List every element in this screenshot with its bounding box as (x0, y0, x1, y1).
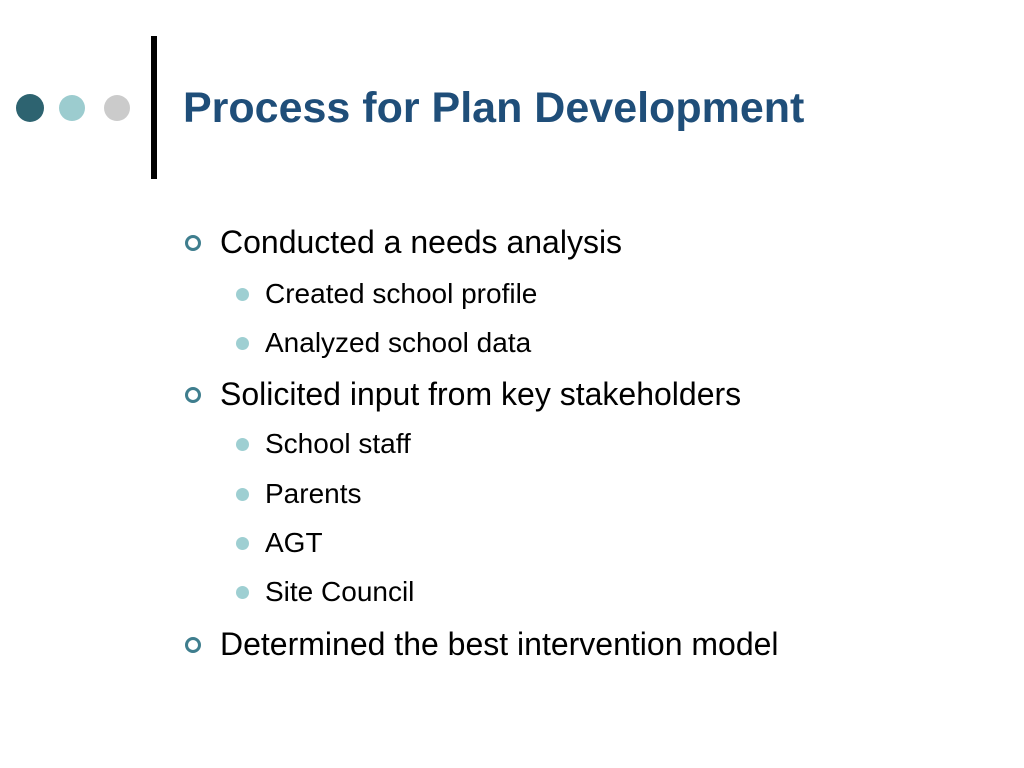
ring-bullet-icon (185, 235, 201, 251)
bullet-item-label: Conducted a needs analysis (220, 224, 623, 260)
sub-bullet-item-label: Site Council (265, 576, 415, 607)
disc-bullet-icon (236, 537, 249, 550)
disc-bullet-icon (236, 438, 249, 451)
bullet-item (220, 624, 779, 664)
disc-bullet-icon (236, 337, 249, 350)
disc-bullet-icon (236, 488, 249, 501)
disc-bullet-icon (236, 288, 249, 301)
sub-bullet-item (265, 575, 414, 609)
sub-bullet-item (265, 326, 531, 360)
sub-bullet-item (265, 427, 411, 461)
bullet-item (220, 222, 622, 262)
sub-bullet-item-label: School staff (265, 428, 411, 459)
slide-title: Process for Plan Development (183, 84, 805, 132)
disc-bullet-icon (236, 586, 249, 599)
sub-bullet-item (265, 477, 362, 511)
ring-bullet-icon (185, 637, 201, 653)
ring-bullet-icon (185, 387, 201, 403)
bullet-item (220, 374, 741, 414)
sub-bullet-item-label: Created school profile (265, 278, 538, 309)
bullet-item-label: Solicited input from key stakeholders (220, 376, 742, 412)
sub-bullet-item (265, 526, 323, 560)
sub-bullet-item-label: Analyzed school data (265, 327, 532, 358)
bullet-item-label: Determined the best intervention model (220, 626, 779, 662)
sub-bullet-item-label: Parents (265, 478, 362, 509)
sub-bullet-item (265, 277, 537, 311)
sub-bullet-item-label: AGT (265, 527, 323, 558)
